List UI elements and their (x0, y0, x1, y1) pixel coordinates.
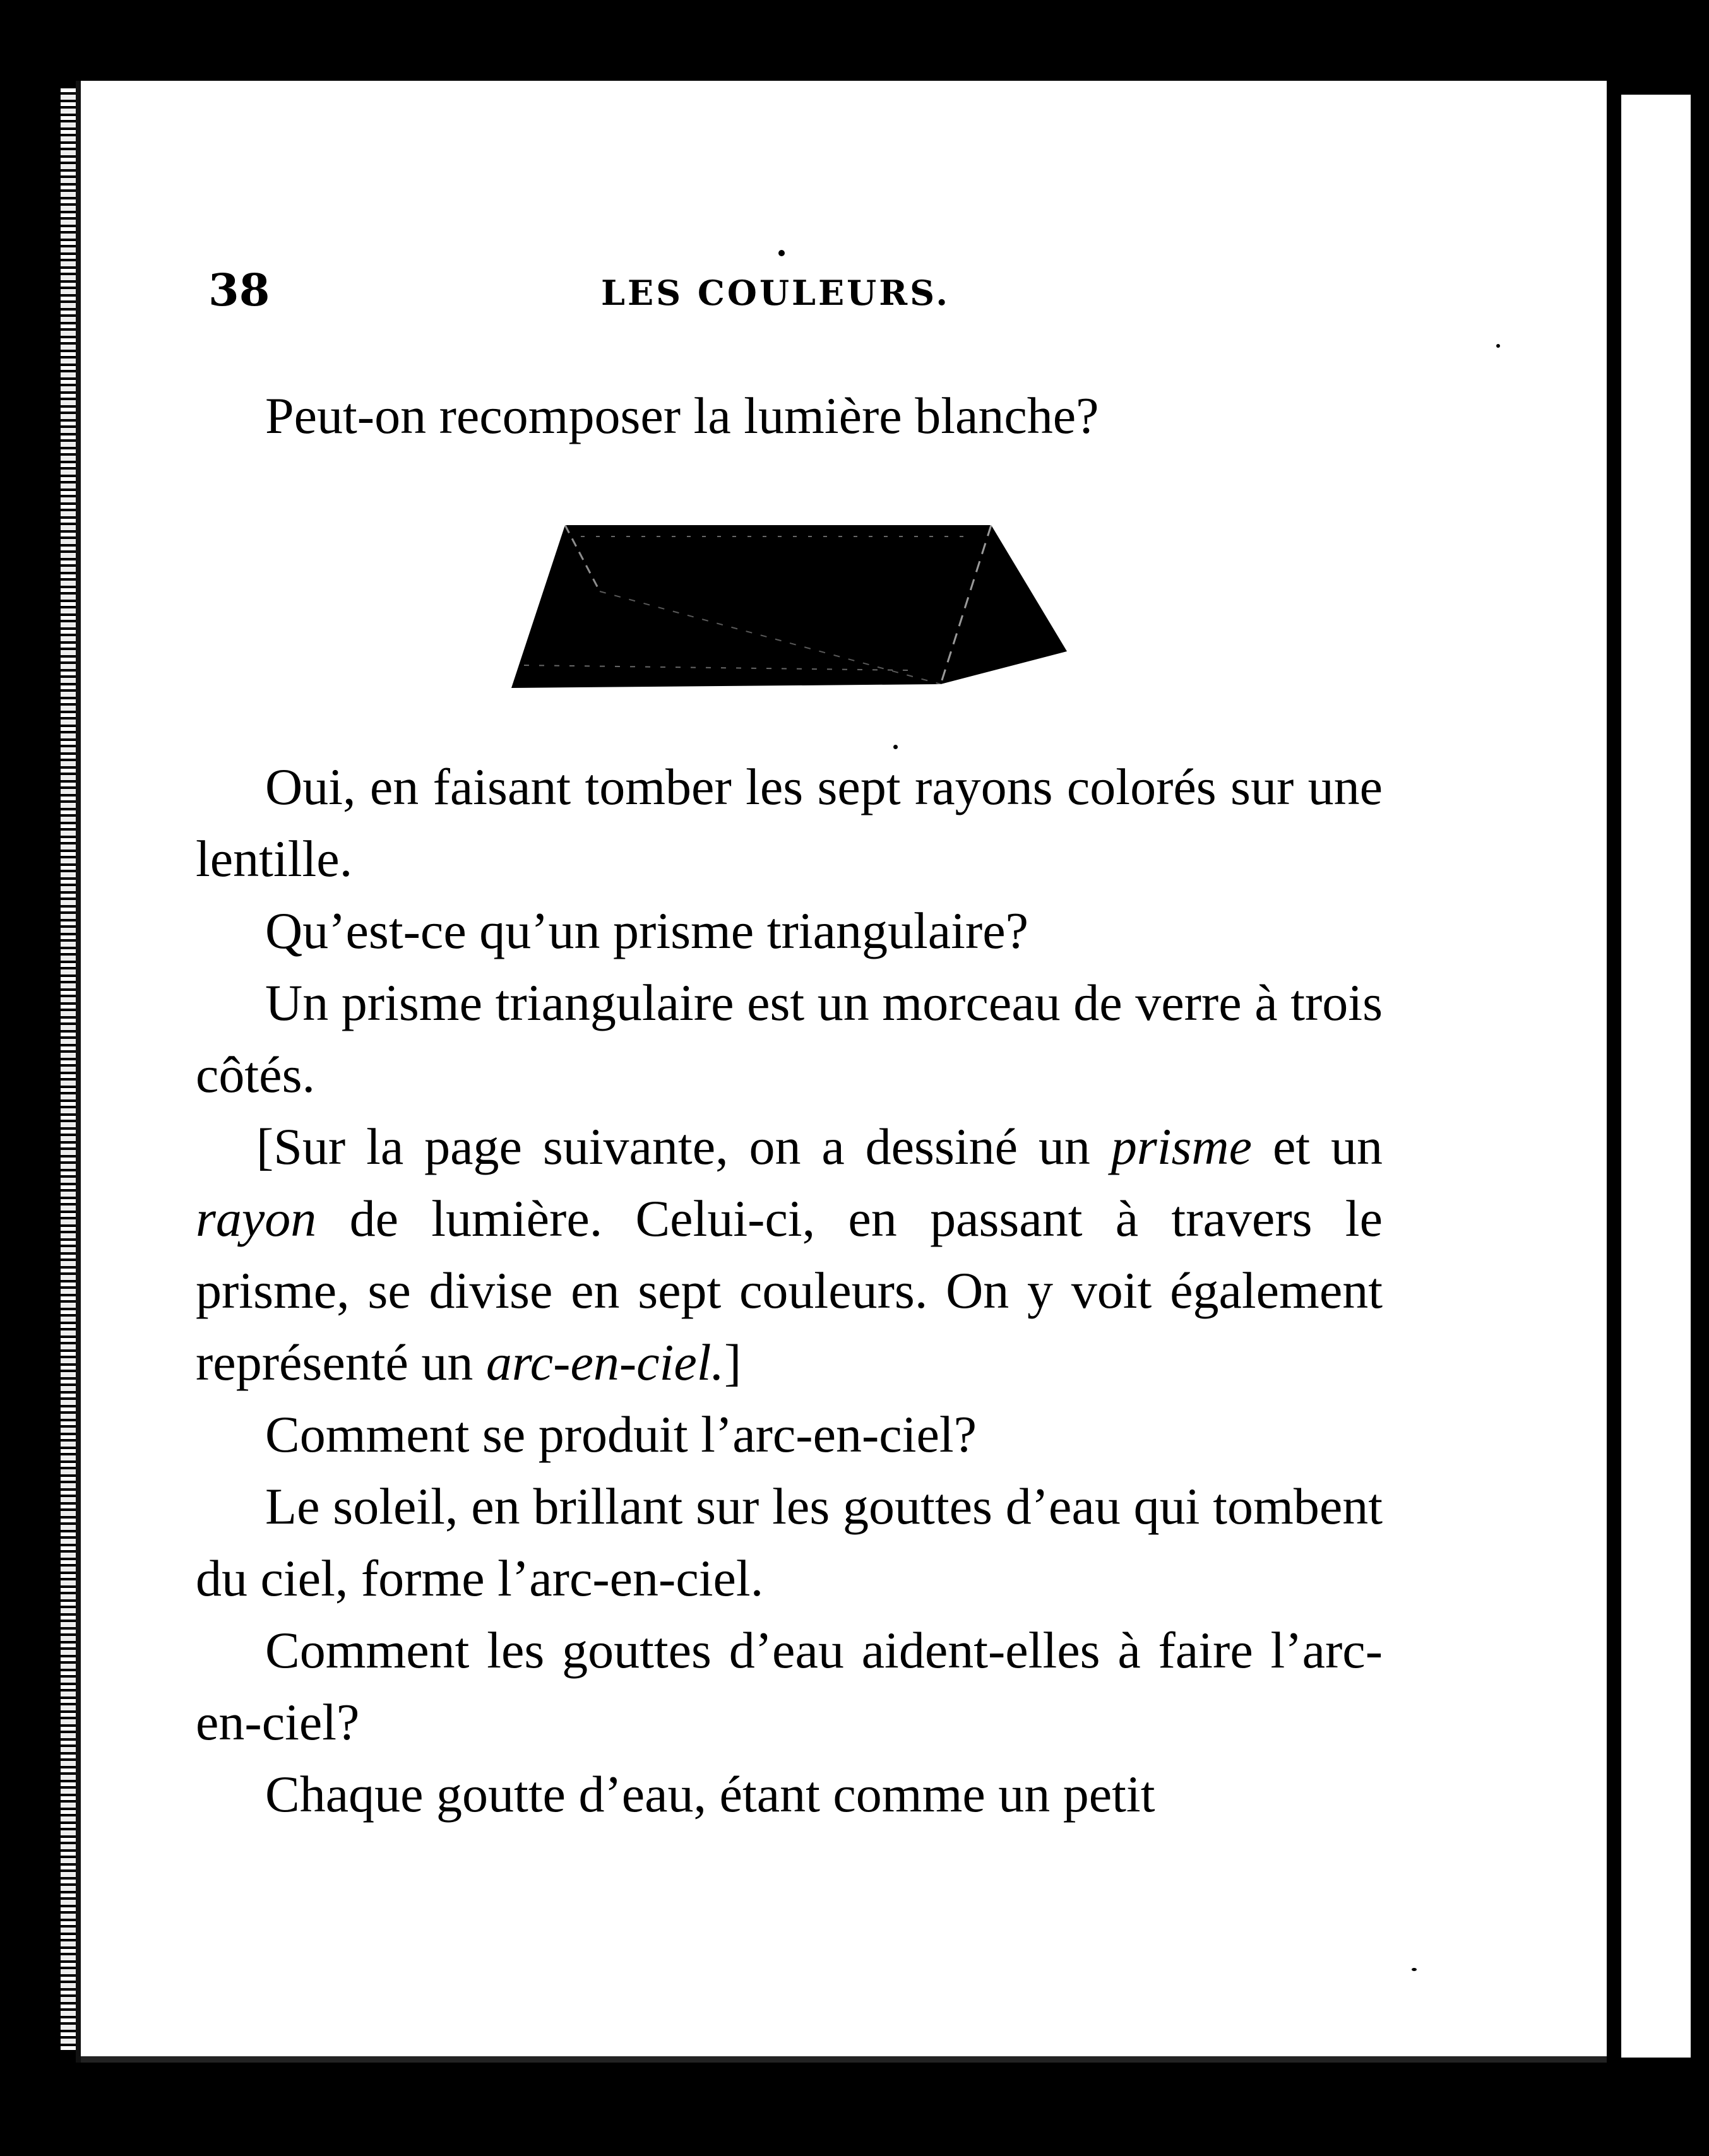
bracket-note-paragraph (196, 1111, 1383, 1399)
answer-paragraph-2: Un prisme triangulaire est un morceau de verre à trois côtés. (196, 974, 1383, 1103)
print-speck (1496, 344, 1500, 348)
note-word-rayon: rayon (196, 1190, 317, 1247)
note-text-a: [Sur la page suivante, on a dessiné un (256, 1118, 1090, 1175)
prism-icon (505, 519, 1073, 696)
note-closing-bracket: ] (724, 1334, 742, 1391)
answer-paragraph-1: Oui, en faisant tomber les sept rayons colorés sur une lentille. (196, 758, 1383, 887)
print-speck (1412, 1968, 1417, 1971)
print-speck (893, 745, 898, 749)
note-word-prisme: prisme (1111, 1118, 1253, 1175)
question-water-drops: Comment les gouttes d’eau aident-elles à faire l’arc-en-ciel? (196, 1621, 1383, 1751)
note-text-c: de lumière. Celui-ci, en passant à travers le prisme, se divise en sept couleurs. On y voit également représenté un (196, 1190, 1383, 1391)
question-recompose-light: Peut-on recomposer la lumière blanche? (265, 387, 1099, 444)
note-text-b: et un (1272, 1118, 1383, 1175)
next-page-edge (1609, 95, 1691, 2058)
body-text (196, 751, 1383, 1830)
note-word-arc-en-ciel: arc-en-ciel. (485, 1334, 725, 1391)
answer-paragraph-4: Le soleil, en brillant sur les gouttes d’eau qui tombent du ciel, forme l’arc-en-ciel. (196, 1478, 1383, 1607)
answer-paragraph-5: Chaque goutte d’eau, étant comme un petit (265, 1765, 1155, 1823)
question-triangular-prism: Qu’est-ce qu’un prisme triangulaire? (265, 902, 1029, 959)
header-title: LES COULEURS. (601, 273, 951, 313)
print-speck (778, 250, 785, 256)
binding-edge (61, 88, 77, 2051)
question-rainbow: Comment se produit l’arc-en-ciel? (265, 1406, 977, 1463)
page-number: 38 (208, 264, 270, 316)
